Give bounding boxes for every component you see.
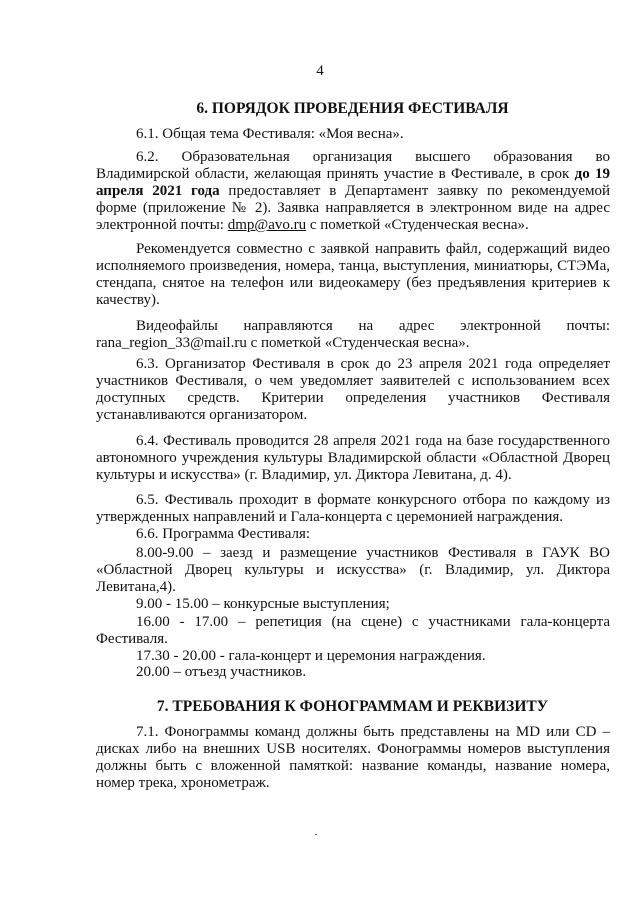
scan-speck [315,834,317,835]
email-link[interactable]: dmp@avo.ru [227,217,307,233]
program-item: 8.00-9.00 – заезд и размещение участников Фестиваля в ГАУК ВО «Областной Дворец культуры и искусства» (г. Владимир, ул. Диктора Левитана,4). [96,545,610,595]
program-item: 9.00 - 15.00 – конкурсные выступления; [136,596,390,612]
paragraph-6-5: 6.5. Фестиваль проходит в формате конкурсного отбора по каждому из утвержденных направлений и Гала-концерта с церемонией награждения. [96,492,610,525]
paragraph-6-1: 6.1. Общая тема Фестиваля: «Моя весна». [136,126,404,142]
paragraph-6-2-text-a: 6.2. Образовательная организация высшего образования во Владимирской области, желающая принять участие в Фестивале, в срок [96,149,610,182]
paragraph-6-6: 6.6. Программа Фестиваля: [136,526,311,542]
program-item: 17.30 - 20.00 - гала-концерт и церемония награждения. [136,648,486,664]
paragraph-7-1: 7.1. Фонограммы команд должны быть представлены на MD или CD – дисках либо на внешних USB носителях. Фонограммы номеров выступления должны быть с вложенной памяткой: название команды, название номера, номер трека, хронометраж. [96,724,610,791]
paragraph-6-2 [96,149,610,234]
page-number: 4 [316,63,324,79]
deadline-bold: до 19 апреля 2021 года [96,166,610,199]
section-7-heading: 7. ТРЕБОВАНИЯ К ФОНОГРАММАМ И РЕКВИЗИТУ [156,698,549,715]
paragraph-6-3: 6.3. Организатор Фестиваля в срок до 23 апреля 2021 года определяет участников Фестиваля, о чем уведомляет заявителей с использованием всех доступных средств. Критерии определения участников Фестиваля устанавливаются организатором. [96,356,610,423]
paragraph-6-2-text-c: с пометкой «Студенческая весна». [306,217,529,233]
paragraph-6-2-text-b: предоставляет в Департамент заявку по рекомендуемой форме (приложение № 2). Заявка направляется в электронном виде на адрес электронной почты: [96,183,610,233]
paragraph-6-4: 6.4. Фестиваль проводится 28 апреля 2021 года на базе государственного автономного учреждения культуры Владимирской области «Областной Дворец культуры и искусства» (г. Владимир, ул. Диктора Левитана, д. 4). [96,433,610,483]
video-files-paragraph: Видеофайлы направляются на адрес электронной почты: rana_region_33@mail.ru с пометкой «Студенческая весна». [96,318,610,351]
section-6-heading: 6. ПОРЯДОК ПРОВЕДЕНИЯ ФЕСТИВАЛЯ [196,100,509,117]
program-item: 16.00 - 17.00 – репетиция (на сцене) с участниками гала-концерта Фестиваля. [96,614,610,647]
recommendation-paragraph: Рекомендуется совместно с заявкой направить файл, содержащий видео исполняемого произведения, номера, танца, выступления, миниатюры, СТЭМа, стендапа, снятое на телефон или видеокамеру (без предъявления критериев к качеству). [96,241,610,308]
program-item: 20.00 – отъезд участников. [136,664,307,680]
